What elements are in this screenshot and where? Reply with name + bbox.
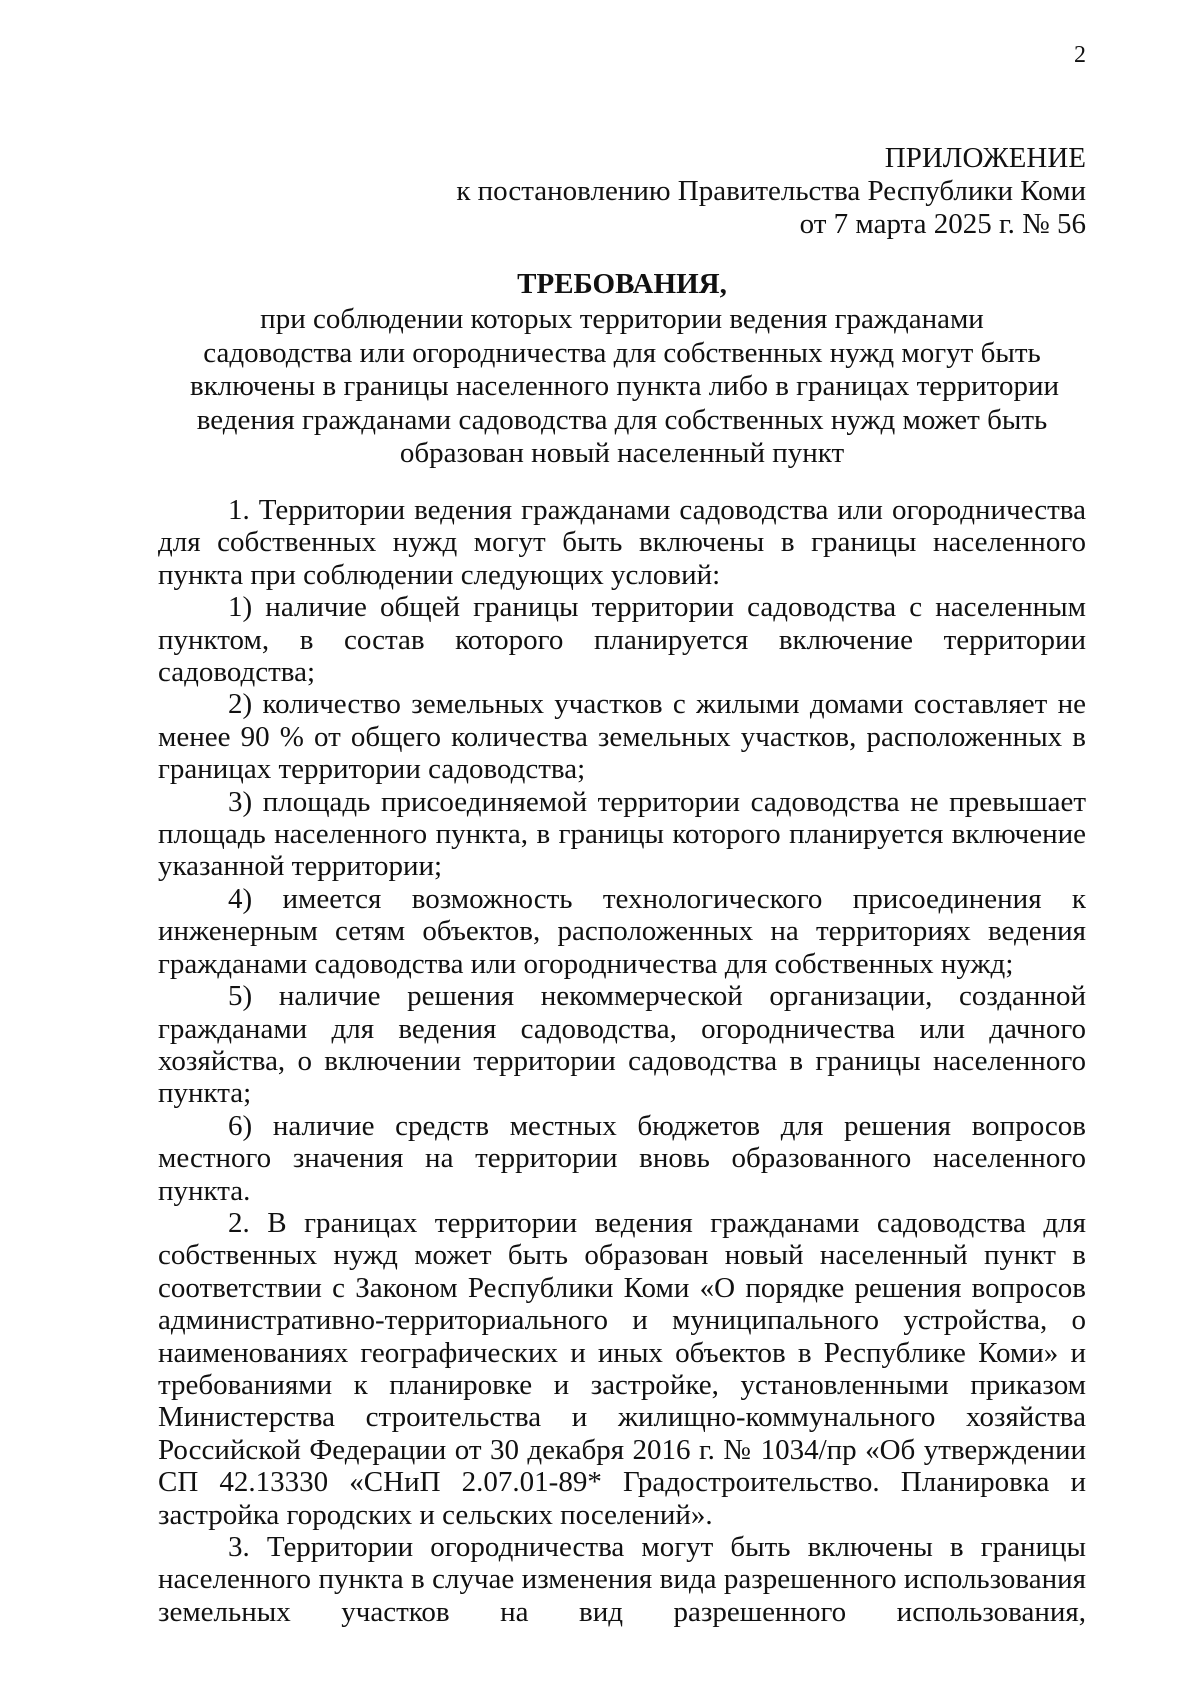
paragraph-3: 3. Территории огородничества могут быть включены в границы населенного пункта в случае изменения вида разрешенного использования земельных участков на вид разрешенного использования, [158, 1531, 1086, 1628]
condition-6: 6) наличие средств местных бюджетов для решения вопросов местного значения на территории вновь образованного населенного пункта. [158, 1109, 1086, 1207]
document-subheading [190, 303, 1059, 471]
subheading-line-4: ведения гражданами садоводства для собственных нужд может быть [196, 403, 1048, 436]
paragraph-1: 1. Территории ведения гражданами садоводства или огородничества для собственных нужд могут быть включены в границы населенного пункта при соблюдении следующих условий: [158, 494, 1086, 591]
appendix-line-2: от 7 марта 2025 г. № 56 [799, 208, 1086, 240]
condition-1: 1) наличие общей границы территории садоводства с населенным пунктом, в состав которого планируется включение территории садоводства; [158, 591, 1086, 689]
document-heading: ТРЕБОВАНИЯ, [517, 268, 727, 300]
appendix-line-1: к постановлению Правительства Республики Коми [456, 175, 1086, 207]
subheading-line-5: образован новый населенный пункт [399, 437, 845, 469]
condition-2: 2) количество земельных участков с жилыми домами составляет не менее 90 % от общего количества земельных участков, расположенных в границах территории садоводства; [158, 688, 1086, 786]
condition-3: 3) площадь присоединяемой территории садоводства не превышает площадь населенного пункта, в границы которого планируется включение указанной территории; [158, 785, 1086, 883]
appendix-title: ПРИЛОЖЕНИЕ [884, 142, 1086, 174]
page-number: 2 [1074, 42, 1086, 68]
condition-4: 4) имеется возможность технологического присоединения к инженерным сетям объектов, расположенных на территориях ведения гражданами садоводства или огородничества для собственных нужд; [158, 882, 1086, 980]
subheading-line-1: при соблюдении которых территории ведения гражданами [260, 303, 984, 335]
paragraph-2: 2. В границах территории ведения гражданами садоводства для собственных нужд может быть образован новый населенный пункт в соответствии с Законом Республики Коми «О порядке решения вопросов административно-территориального и муниципального устройства, о наименованиях географических и иных объектов в Республике Коми» и требованиями к планировке и застройке, установленными приказом Министерства строительства и жилищно-коммунального хозяйства Российской Федерации от 30 декабря 2016 г. № 1034/пр «Об утверждении СП 42.13330 «СНиП 2.07.01-89* Градостроительство. Планировка и застройка городских и сельских поселений». [158, 1206, 1086, 1531]
appendix-block [406, 142, 1086, 241]
subheading-line-2: садоводства или огородничества для собственных нужд могут быть [203, 336, 1041, 369]
document-body [158, 494, 1086, 1628]
condition-5: 5) наличие решения некоммерческой организации, созданной гражданами для ведения садоводства, огородничества или дачного хозяйства, о включении территории садоводства в границы населенного пункта; [158, 980, 1086, 1110]
subheading-line-3: включены в границы населенного пункта либо в границах территории [190, 370, 1059, 402]
